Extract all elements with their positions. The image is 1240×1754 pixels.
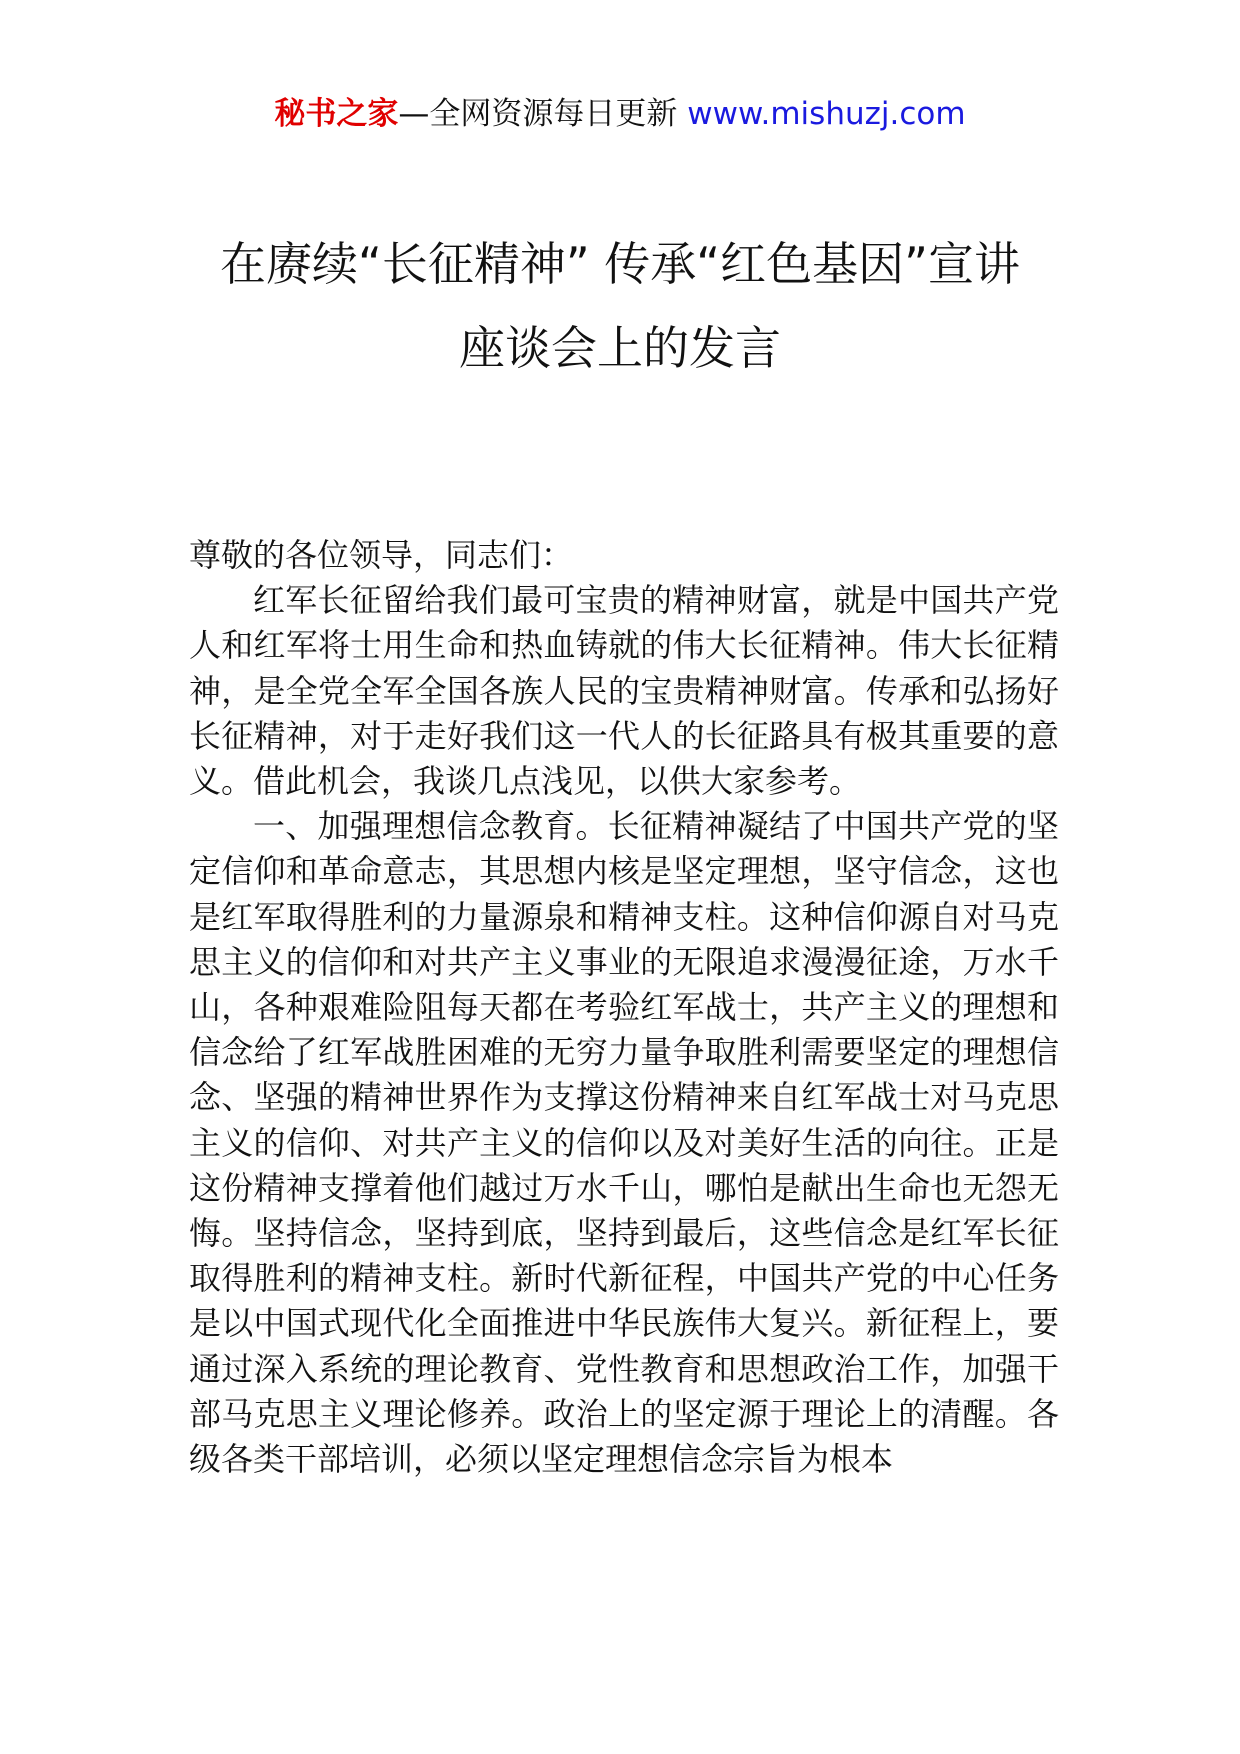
site-url[interactable]: www.mishuzj.com	[687, 96, 966, 132]
title-line-2: 座谈会上的发言	[459, 321, 781, 375]
paragraph-intro: 红军长征留给我们最可宝贵的精神财富，就是中国共产党人和红军将士用生命和热血铸就的伟大长征精神。伟大长征精神，是全党全军全国各族人民的宝贵精神财富。传承和弘扬好长征精神，对于走好我们这一代人的长征路具有极其重要的意义。借此机会，我谈几点浅见，以供大家参考。	[189, 581, 1059, 801]
site-brand: 秘书之家	[274, 96, 399, 132]
salutation: 尊敬的各位领导，同志们：	[189, 536, 574, 574]
document-body	[189, 533, 1059, 1482]
site-tagline: —全网资源每日更新	[398, 96, 688, 132]
title-line-1: 在赓续“长征精神” 传承“红色基因”宣讲	[220, 237, 1020, 291]
paragraph-section-1: 一、加强理想信念教育。长征精神凝结了中国共产党的坚定信仰和革命意志，其思想内核是坚定理想，坚守信念，这也是红军取得胜利的力量源泉和精神支柱。这种信仰源自对马克思主义的信仰和对共产主义事业的无限追求漫漫征途，万水千山，各种艰难险阻每天都在考验红军战士，共产主义的理想和信念给了红军战胜困难的无穷力量争取胜利需要坚定的理想信念、坚强的精神世界作为支撑这份精神来自红军战士对马克思主义的信仰、对共产主义的信仰以及对美好生活的向往。正是这份精神支撑着他们越过万水千山，哪怕是献出生命也无怨无悔。坚持信念，坚持到底，坚持到最后，这些信念是红军长征取得胜利的精神支柱。新时代新征程，中国共产党的中心任务是以中国式现代化全面推进中华民族伟大复兴。新征程上，要通过深入系统的理论教育、党性教育和思想政治工作，加强干部马克思主义理论修养。政治上的坚定源于理论上的清醒。各级各类干部培训，必须以坚定理想信念宗旨为根本	[189, 807, 1059, 1479]
document-title	[160, 222, 1080, 390]
site-header	[0, 94, 1240, 134]
